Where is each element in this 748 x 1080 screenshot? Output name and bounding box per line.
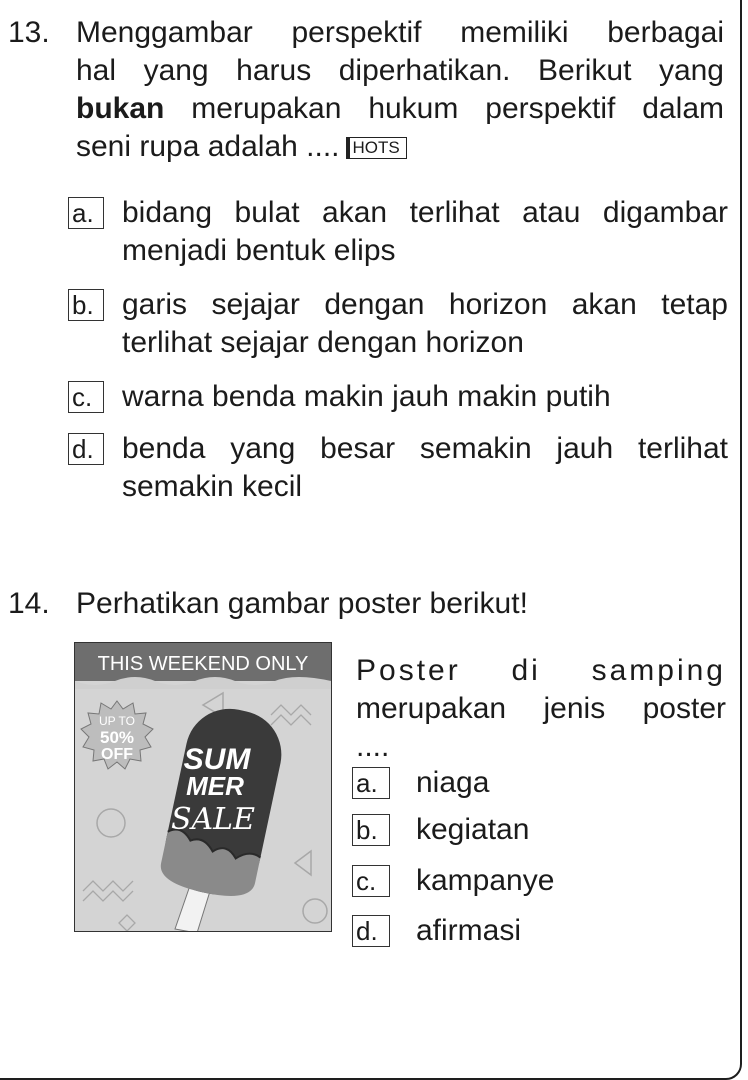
sale-text-2: MER — [186, 771, 244, 801]
option-letter-box: b. — [68, 289, 104, 321]
option-line: menjadi bentuk elips — [122, 234, 396, 267]
option-text — [122, 378, 728, 416]
hots-badge: HOTS — [346, 137, 407, 159]
question-number: 14. — [8, 587, 50, 620]
option-letter-box: d. — [352, 915, 390, 947]
question-number: 13. — [8, 16, 50, 49]
option-text: kegiatan — [416, 813, 530, 846]
question-line: merupakan jenis poster — [356, 692, 726, 725]
option-text: afirmasi — [416, 914, 522, 947]
option-letter-box: d. — [68, 433, 104, 465]
option-text — [122, 430, 728, 506]
question-text — [76, 14, 724, 166]
summer-sale-poster-image — [74, 642, 332, 932]
option-line: benda yang besar semakin jauh terlihat — [122, 432, 728, 465]
poster-illustration — [75, 643, 331, 931]
option-line: garis sejajar dengan horizon akan tetap — [122, 288, 728, 321]
question-line-rest: merupakan hukum perspektif dalam — [164, 92, 724, 125]
question-14-text — [356, 652, 726, 766]
option-letter-box: c. — [68, 381, 104, 413]
question-line — [76, 90, 724, 128]
question-line: hal yang harus diperhatikan. Berikut yang — [76, 54, 724, 87]
badge-text-2: 50% — [99, 728, 135, 747]
option-text — [122, 194, 728, 270]
badge-text-1: UP TO — [98, 714, 136, 728]
option-text — [122, 286, 728, 362]
option-letter-box: a. — [352, 767, 390, 799]
option-letter-box: b. — [352, 814, 390, 846]
sale-text-1: SUM — [183, 743, 251, 776]
option-line: semakin kecil — [122, 470, 303, 503]
option-letter-box: a. — [68, 197, 104, 229]
badge-text-3: OFF — [101, 746, 133, 763]
option-text: niaga — [416, 766, 490, 799]
question-line: Poster di samping — [356, 654, 726, 687]
option-line: warna benda makin jauh makin putih — [122, 380, 611, 413]
question-text: Perhatikan gambar poster berikut! — [76, 587, 528, 620]
option-line: terlihat sejajar dengan horizon — [122, 326, 524, 359]
emphasis-word: bukan — [76, 92, 165, 125]
option-text: kampanye — [416, 864, 555, 897]
option-letter-box: c. — [352, 865, 390, 897]
question-line-end: seni rupa adalah .... — [76, 130, 340, 163]
question-line — [76, 128, 724, 166]
question-line: Menggambar perspektif memiliki berbagai — [76, 16, 724, 49]
poster-banner-text: THIS WEEKEND ONLY — [97, 653, 309, 675]
question-line: .... — [356, 730, 390, 763]
sale-text-3: SALE — [170, 802, 256, 837]
option-line: bidang bulat akan terlihat atau digambar — [122, 196, 728, 229]
